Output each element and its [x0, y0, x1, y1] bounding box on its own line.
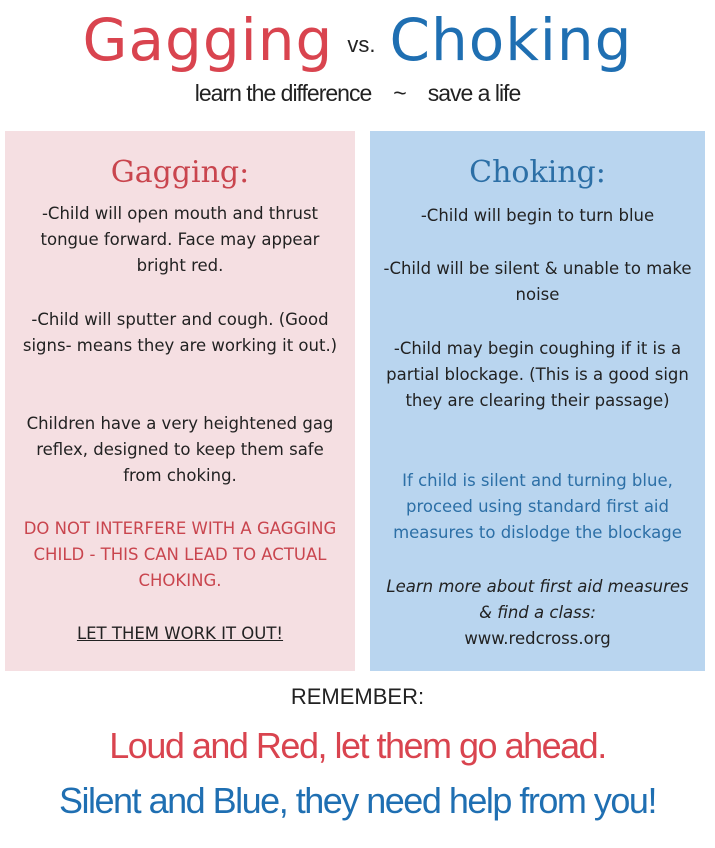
subtitle-right: save a life: [427, 80, 521, 106]
remember-label: REMEMBER:: [290, 684, 425, 709]
gagging-closing-text: LET THEM WORK IT OUT!: [76, 624, 284, 643]
slogan-red: Loud and Red, let them go ahead.: [109, 725, 606, 766]
gagging-reflex-note: Children have a very heightened gag reflex, designed to keep them safe from choking.: [26, 414, 334, 485]
subtitle-separator: ~: [393, 80, 406, 106]
page-header: [0, 0, 715, 125]
choking-panel: [370, 131, 705, 671]
gagging-panel: [5, 131, 355, 671]
choking-sign-3: -Child may begin coughing if it is a partial blockage. (This is a good sign they are clearing their passage): [386, 339, 689, 410]
gagging-sign-1: -Child will open mouth and thrust tongue forward. Face may appear bright red.: [40, 204, 320, 275]
title-gagging: Gagging: [82, 6, 334, 74]
choking-sign-1: -Child will begin to turn blue: [420, 206, 655, 225]
slogan-blue: Silent and Blue, they need help from you!: [59, 780, 656, 821]
gagging-heading: Gagging:: [110, 155, 250, 190]
gagging-closing: [5, 621, 355, 647]
choking-heading: Choking:: [469, 155, 606, 190]
subtitle-left: learn the difference: [194, 80, 372, 106]
page-title: [0, 6, 715, 74]
page-subtitle: [0, 80, 715, 107]
choking-sign-2: -Child will be silent & unable to make noise: [383, 259, 692, 304]
gagging-sign-2: -Child will sputter and cough. (Good signs- means they are working it out.): [22, 310, 338, 355]
choking-first-aid-note: If child is silent and turning blue, proceed using standard first aid measures to dislodge the blockage: [393, 471, 682, 542]
choking-url: www.redcross.org: [464, 629, 611, 648]
choking-learn-more: Learn more about first aid measures & find a class:: [386, 577, 689, 622]
gagging-warning: DO NOT INTERFERE WITH A GAGGING CHILD - THIS CAN LEAD TO ACTUAL CHOKING.: [23, 519, 337, 590]
title-vs: vs.: [347, 32, 376, 57]
title-choking: Choking: [389, 6, 633, 74]
